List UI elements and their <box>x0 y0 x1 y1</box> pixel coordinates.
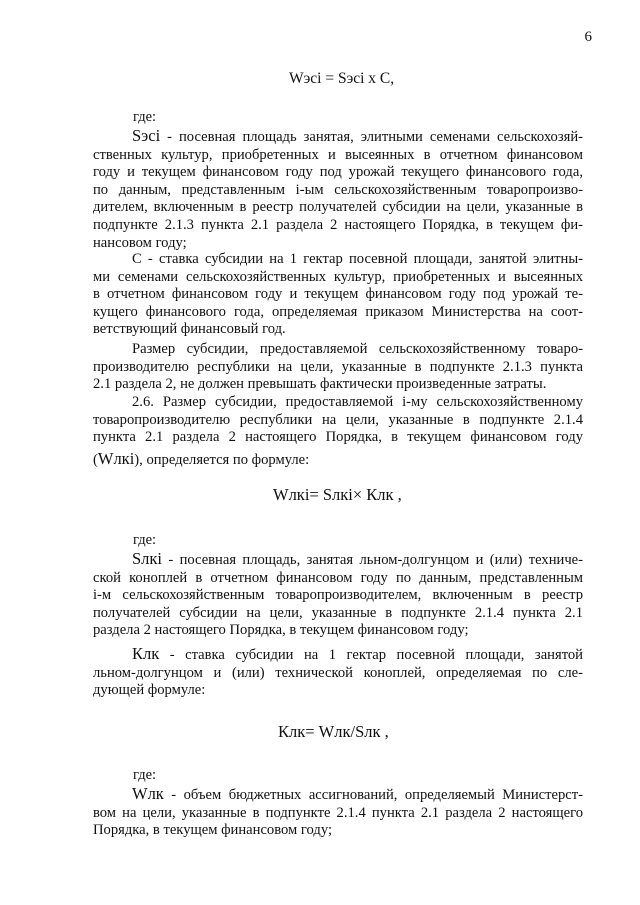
definition-line: ветствующий финансовый год. <box>93 321 286 338</box>
definition-line: ми семенами сельскохозяйственных культур, приобретенных и высеянных <box>93 268 583 285</box>
definition-klk <box>93 645 583 700</box>
definition-c <box>93 251 583 339</box>
page-number: 6 <box>584 29 592 45</box>
formula-wlki: Wлкi= Sлкi× Клк , <box>273 485 402 504</box>
symbol-sesi: Sэсi <box>132 127 161 145</box>
definition-line: подпункте 2.1.3 пункта 2.1 раздела 2 настоящего Порядка, в текущем фи- <box>93 216 583 233</box>
paragraph-line: пункта 2.1 раздела 2 настоящего Порядка, в текущем финансовом году <box>93 429 583 446</box>
definition-line: вом на цели, указанные в подпункте 2.1.4 пункта 2.1 раздела 2 настоящего <box>93 804 583 821</box>
where-label: где: <box>133 109 157 125</box>
paragraph-line: товаропроизводителю республики на цели, указанные в подпункте 2.1.4 <box>93 411 583 428</box>
paragraph-line: 2.1 раздела 2, не должен превышать фактически произведенные затраты. <box>93 376 547 393</box>
definition-line: ской коноплей в отчетном финансовом году по данным, представленным <box>93 569 583 586</box>
definition-sesi <box>93 127 583 252</box>
paragraph-line: (Wлкi), определяется по формуле: <box>93 449 310 468</box>
definition-slki <box>93 550 583 640</box>
definition-line: Клк - ставка субсидии на 1 гектар посевной площади, занятой <box>132 645 583 663</box>
definition-line: С - ставка субсидии на 1 гектар посевной площади, занятой элитны- <box>132 251 583 267</box>
paragraph-line: Размер субсидии, предоставляемой сельскохозяйственному товаро- <box>132 341 583 357</box>
definition-line: Порядка, в текущем финансовом году; <box>93 822 333 839</box>
definition-line: дителем, включенным в реестр получателей субсидии на цели, указанные в <box>93 199 583 216</box>
definition-line: получателей субсидии на цели, указанные в подпункте 2.1.4 пункта 2.1 <box>93 604 583 621</box>
definition-line: по данным, представленным i-ым сельскохозяйственным товаропроизво- <box>93 181 583 198</box>
definition-line: году и текущем финансовом году под урожай текущего финансового года, <box>93 164 583 181</box>
paragraph-2-6 <box>93 394 583 469</box>
definition-line: Sлкi - посевная площадь, занятая льном-долгунцом и (или) техниче- <box>132 550 583 568</box>
definition-line: раздела 2 настоящего Порядка, в текущем финансовом году; <box>93 622 469 639</box>
definition-line: Sэсi - посевная площадь занятая, элитными семенами сельскохозяй- <box>132 127 583 145</box>
symbol-slki: Sлкi <box>132 550 163 568</box>
definition-line: льном-долгунцом и (или) технической коноплей, определяемая по сле- <box>93 664 583 681</box>
definition-line: кущего финансового года, определяемая приказом Министерства на соот- <box>93 303 583 320</box>
symbol-klk: Клк <box>132 645 160 663</box>
formula-wesi: Wэсi = Sэсi x C, <box>289 70 395 87</box>
paragraph-line: 2.6. Размер субсидии, предоставляемой i-му сельскохозяйственному <box>132 394 583 410</box>
definition-line: ственных культур, приобретенных и высеянных в отчетном финансовом <box>93 146 583 163</box>
where-label: где: <box>133 767 157 783</box>
paragraph-subsidy-limit <box>93 341 583 394</box>
symbol-wlki: Wлкi <box>97 449 135 468</box>
where-label: где: <box>133 532 157 548</box>
definition-line: нансовом году; <box>93 234 187 251</box>
formula-klk: Клк= Wлк/Sлк , <box>278 722 389 741</box>
definition-line: Wлк - объем бюджетных ассигнований, определяемый Министерст- <box>132 785 583 803</box>
symbol-wlk: Wлк <box>132 785 164 803</box>
paragraph-line: производителю республики на цели, указанные в подпункте 2.1.3 пункта <box>93 358 583 375</box>
definition-line: в отчетном финансовом году и текущем финансовом году под урожай те- <box>93 286 583 303</box>
definition-line: дующей формуле: <box>93 682 206 699</box>
definition-wlk <box>93 785 583 840</box>
definition-line: i-м сельскохозяйственным товаропроизводителем, включенным в реестр <box>93 587 583 604</box>
